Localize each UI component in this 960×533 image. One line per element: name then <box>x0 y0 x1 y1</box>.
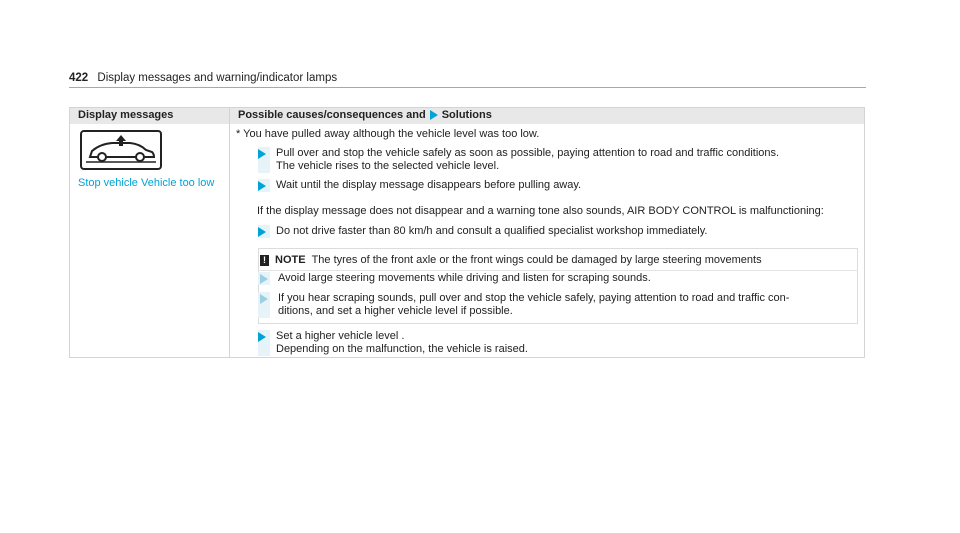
solution-step <box>258 179 581 192</box>
step-line: If you hear scraping sounds, pull over and stop the vehicle safely, paying attention to road and traffic con- <box>278 292 790 304</box>
table-header-row <box>70 108 864 124</box>
step-line: The vehicle rises to the selected vehicle level. <box>276 160 500 172</box>
note-text: The tyres of the front axle or the front wings could be damaged by large steering movements <box>311 254 762 266</box>
note-divider <box>258 270 858 271</box>
malfunction-text: If the display message does not disappear and a warning tone also sounds, AIR BODY CONTROL is malfunctioning: <box>257 205 824 217</box>
warning-icon: ! <box>260 255 269 266</box>
arrow-right-icon <box>258 181 266 191</box>
solution-step <box>258 147 779 173</box>
section-title: Display messages and warning/indicator lamps <box>97 72 338 84</box>
header-divider <box>69 87 866 88</box>
condition-text: * You have pulled away although the vehicle level was too low. <box>236 128 540 140</box>
col-header-solutions-text: Solutions <box>441 109 492 121</box>
step-line: Set a higher vehicle level . <box>276 330 405 342</box>
arrow-right-icon <box>260 274 268 284</box>
note-step <box>260 292 789 318</box>
arrow-right-icon <box>258 227 266 237</box>
message-table <box>69 107 865 358</box>
col-header-display-messages: Display messages <box>78 109 174 121</box>
vehicle-level-warning-icon <box>80 130 162 170</box>
step-text: Wait until the display message disappears before pulling away. <box>276 179 582 191</box>
arrow-right-icon <box>260 294 268 304</box>
step-line: Pull over and stop the vehicle safely as soon as possible, paying attention to road and traffic conditions. <box>276 147 780 159</box>
note-header <box>260 254 762 266</box>
page-header <box>69 72 337 84</box>
step-text <box>276 147 779 173</box>
arrow-right-icon <box>258 149 266 159</box>
page-number: 422 <box>69 72 89 84</box>
col-header-causes-text: Possible causes/consequences and <box>238 109 426 121</box>
step-text <box>278 292 789 318</box>
note-step <box>260 272 651 285</box>
arrow-right-icon <box>258 332 266 342</box>
arrow-right-icon <box>430 110 438 120</box>
step-text <box>276 330 528 356</box>
display-message-label: Stop vehicle Vehicle too low <box>78 177 215 189</box>
column-divider <box>229 108 230 357</box>
solution-step <box>258 225 707 238</box>
note-label: NOTE <box>275 254 306 266</box>
solution-step <box>258 330 528 356</box>
step-line: ditions, and set a higher vehicle level if possible. <box>278 305 513 317</box>
step-text: Do not drive faster than 80 km/h and consult a qualified specialist workshop immediately. <box>276 225 708 237</box>
col-header-causes-solutions <box>238 109 492 121</box>
step-text: Avoid large steering movements while driving and listen for scraping sounds. <box>278 272 651 284</box>
step-line: Depending on the malfunction, the vehicle is raised. <box>276 343 528 355</box>
